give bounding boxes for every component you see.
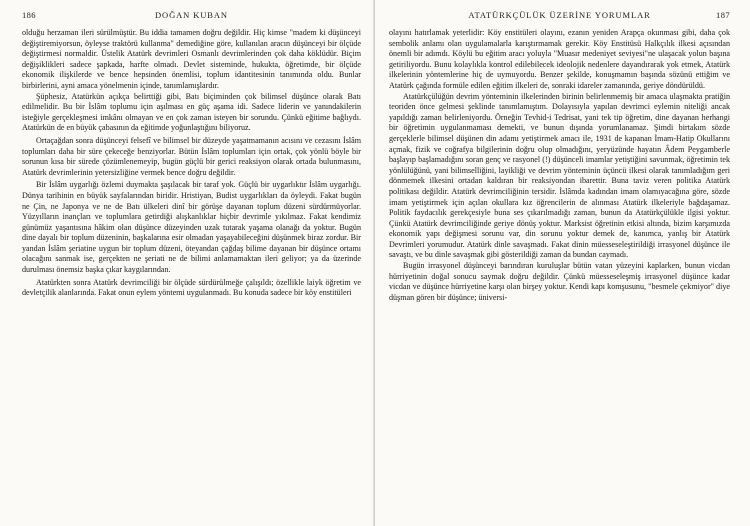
running-head: DOĞAN KUBAN bbox=[155, 10, 228, 20]
paragraph: Atatürkten sonra Atatürk devrimciliği bir ölçüde sürdürülmeğe çalışıldı; özellikle laiyk öğretim ve devletçilik alanlarında. Fakat onun eylem yöntemi uygulanmadı. Bu konuda sadece bir köy enstitüleri bbox=[22, 277, 361, 298]
page-number: 186 bbox=[22, 10, 36, 20]
page-number: 187 bbox=[716, 10, 730, 20]
paragraph: Şüphesiz, Atatürkün açıkça belirttiği gibi, Batı biçiminden çok bilimsel düşünce olarak Batı edilmelidir. Bu bir İslâm toplumu için aşılması en güç aşama idi. Sadece liderin ve yanındakilerin isteğiyle gerçekleşmesi imkânı olmayan ve en çok zaman isteyen bir sorundu. Çünkü eğitime bağlıydı. Atatürkün de en büyük çabasının da eğitimde yoğunlaştığını biliyoruz. bbox=[22, 91, 361, 133]
running-head: ATATÜRKÇÜLÜK ÜZERİNE YORUMLAR bbox=[468, 10, 651, 20]
paragraph: Ortaçağdan sonra düşünceyi felsefî ve bilimsel bir düzeyde yaşatmamanın acısını ve cezasını İslâm toplumları daha bir süre çekeceğe benziyorlar. Bütün İslâm toplumları için ortak, çok yönlü böyle bir sorunun kısa bir sürede çözümlenemeyip, bugün güçlü bir gerici reaksiyon olarak ortada bulunmasını, Atatürk devrimlerinin yetersizliğine vermek bence doğru değildir. bbox=[22, 135, 361, 177]
paragraph: Bir İslâm uygarlığı özlemi duymakta şaşılacak bir taraf yok. Güçlü bir uygarlıktır İslâm uygarlığı. Dünya tarihinin en büyük sayfalarından biridir. Hristiyan, Budist uygarlıkları da öyleydi. Fakat bugün ne Çin, ne Japonya ve ne de Batı ülkeleri dinî bir görüşe dayanan toplum düzeni sürdürmüyorlar. Yüzyılların inançları ve toplumlara getirdiği alışkanlıklar hiçbir devrimle yıkılmaz. Fakat kendimiz günümüz yaşantısına hâkim olan düşünce düzeyinden uzak tutarak yaşama olanağı da yoktur. Bugün dine dayalı bir toplum düzeninin, başkalarına esir olmadan yaşayabileceğini düşünmek biraz zordur. Bir yandan İslâm şeriatine uygun bir toplum düzeni, öteyandan çağdaş bilime dayanan bir düşünce ortamı olacağını sanmak ise, gerçekten ne şeriati ne de bilimi anlamamaktan ileri geliyor; ya da üzerinde durulması önemsiz başka çıkar kaygılarından. bbox=[22, 180, 361, 275]
right-page bbox=[375, 0, 750, 526]
paragraph: olayını hatırlamak yeterlidir: Köy enstitüleri olayını, ezanın yeniden Arapça okunması gibi, daha çok sembolik anlamı olan uygulamalarla karıştırmamak gerekir. Köy Enstitüsü Halkçılık ilkesi açısından önemli bir adımdı. Köylü bu eğitim aracı yoluyla "Muasır medeniyet seviyesi"ne ulaşacak yolun başına getiriliyordu. Bunu kolaylıkla kontrol edilebilecek ideolojik nedenlere dayandırarak yok etmek, Atatürk ilkelerinin yöntemlerine hiç de uymuyordu. Benzer şekilde, konuşmamın başında sözünü ettiğim ve Atatürk çağında formüle edilen eğitim ilkeleri de, sonraki idareler zamanında, geriye döndürüldü. bbox=[389, 28, 730, 90]
left-page-body bbox=[22, 28, 361, 299]
paragraph: Atatürkçülüğün devrim yönteminin ilkelerinden birinin belirlenmemiş bir amaca ulaşmakta pratiğin teoriden önce gelmesi şeklinde tanımlamıştım. Dolayısıyla yapılan devrimci eylemin niteliği ancak yapıldığı zaman belirleniyordu. Örneğin Tevhid-i Tedrisat, yani tek tip öğretim, dine dayanan herhangi bir öğretimin uygulanmaması demekti, ve bunun dışında yorumlanamaz. Şimdi birtakım sözde gerçeklerle bilimsel düşünen din adamı yetiştirmek amacı ile, 1931 de kapanan İmam-Hatip Okullarını açmak, fizik ve coğrafya bilgilerinin doğru olup olmadığını, yeryüzünde hayatın Âdem Peygamberle başlayıp başlamadığını soran genç ve rasyonel (!) düşünceli imamlar yetiştiğini savunmak, öğretimin tek yönlülüğünü, yani bilimselliğini, layikliği ve devrim yönteminin üçüncü ilkesi olarak tanımladığım geri dönmemek ilkesini ortadan kaldıran bir reaksiyondan ibarettir. Buna taviz veren politika Atatürk politikası değildir. Atatürk devrimciliğinin tersidir. İslâmda kadından imam olamıyacağına göre, sözde imam yetiştirmek için açılan okullara kız öğrencilerin de alınması Atatürk ilkeleriyle bağdaşamaz. Politik faydacılık gerekçesiyle buna ses çıkarılmadığı zaman, bunun da Atatürkçülükle ilgisi yoktur. Çünkü Atatürk devrimciliğinde geriye dönüş yoktur. Marksist öğretinin etkisi altında, bizim karşımızda ekonomik yapı değişmesi sorunu var, din sorunu yoktur demek de, kanımca, yanlış bir Atatürk Devrimleri yorumudur. Atatürk dinle savaşmadı. Fakat dinin müesseseleştirildiği irrasyonel düşünce ile savaştı, ve bu dinle savaşmak gibi gösterildiği zaman da bundan caymadı. bbox=[389, 91, 730, 260]
left-page-header bbox=[22, 10, 361, 26]
paragraph: olduğu herzaman ileri sürülmüştür. Bu iddia tamamen doğru değildir. Hiç kimse "madem ki düşünceyi değiştiremiyorsun, öyleyse traktörü kullanma" demediğine göre, kullanılan aracın düşünceyi bir ölçüde değiştirmesi normaldir. Üstelik Atatürk devrimleri Osmanlı devrimlerinden çok daha köklüdür. Biçim değişiklikleri sadece şapkada, harfte olmadı. Devlet sisteminde, hukukta, öğretimde, bir ölçüde ekonomik ilişkilerde ve bence hepsinden önemlisi, toplum idantitesinin tanımında oldu. Bunlar birbirlerini, ayni amaca yönelmenin içinde, tanımlamışlardır. bbox=[22, 28, 361, 90]
right-page-header bbox=[389, 10, 730, 26]
paragraph: Bugün irrasyonel düşünceyi barındıran kuruluşlar bütün vatan yüzeyini kaplarken, bunun vicdan hürriyetinin doğal sonucu saymak doğru değildir. Çünkü müesseseleşmiş irrasyonel düşünce kadar vicdan ve düşünce hürriyetine karşı olan birşey yoktur. Kendi kapı komşusunu, "besmele çekmiyor" diye düşman gören bir düşünce; üniversi- bbox=[389, 261, 730, 302]
right-page-body bbox=[389, 28, 730, 303]
